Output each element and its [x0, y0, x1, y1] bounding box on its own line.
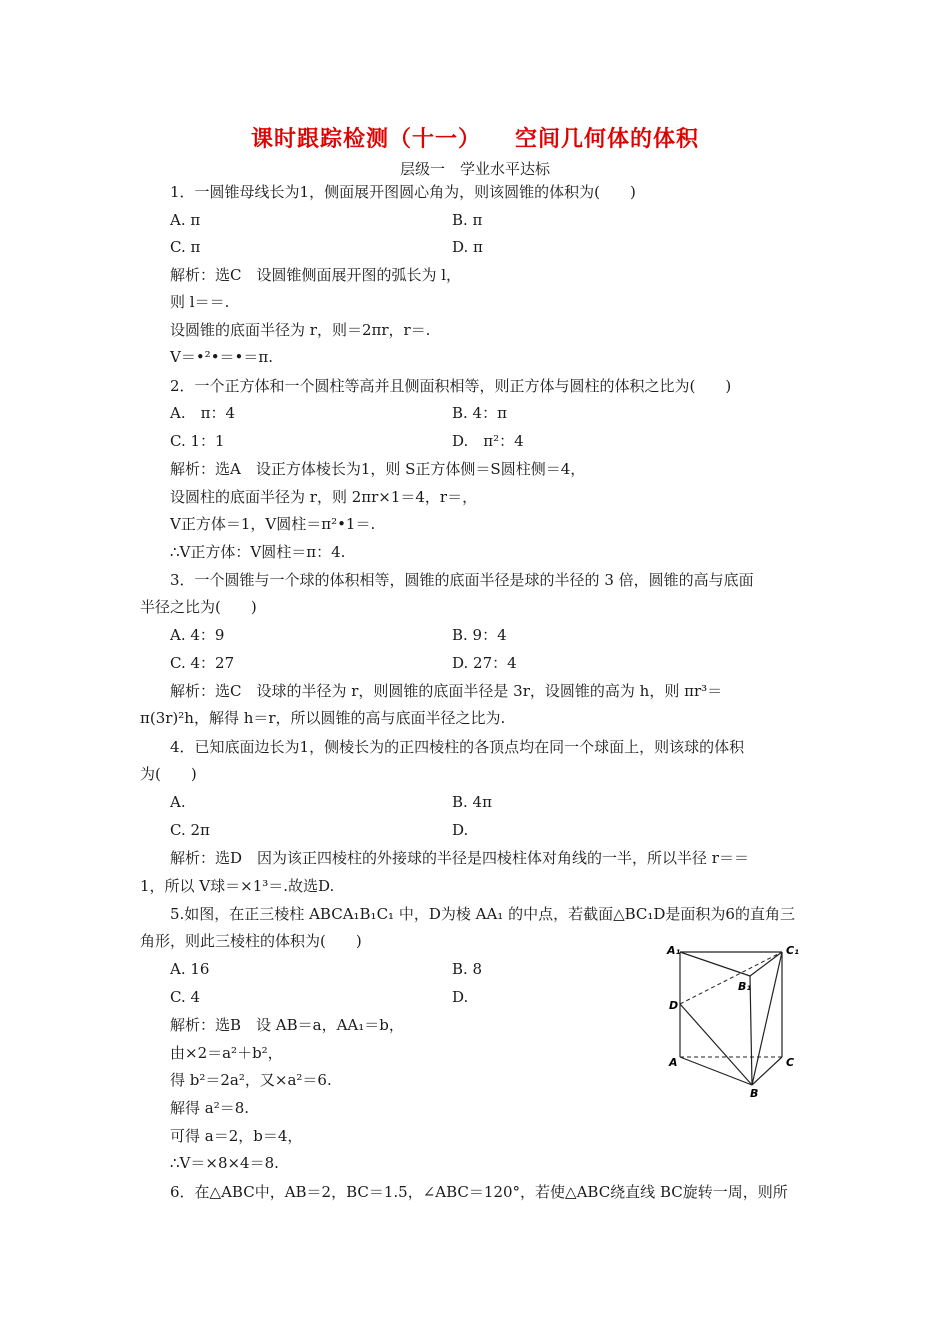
q1-option-c: C. π	[170, 238, 201, 256]
q3-option-b: B. 9：4	[452, 626, 507, 644]
page-subtitle: 层级一 学业水平达标	[399, 160, 550, 178]
page-title	[0, 122, 950, 153]
q4-option-b: B. 4π	[452, 793, 492, 811]
q5-option-c: C. 4	[170, 988, 201, 1006]
q1-option-b: B. π	[452, 211, 483, 229]
q2-option-a: A. π：4	[170, 404, 236, 422]
q2-solution-3: V正方体＝1，V圆柱＝π²•1＝.	[170, 515, 376, 533]
q1-solution-3: 设圆锥的底面半径为 r，则＝2πr，r＝.	[170, 321, 431, 339]
fig-label-c: C	[786, 1056, 795, 1069]
q4-option-a: A.	[170, 793, 186, 811]
title-part2: 空间几何体的体积	[515, 127, 700, 152]
q1-solution-4: V＝•²•＝•＝π.	[170, 348, 274, 366]
q5-option-b: B. 8	[452, 960, 483, 978]
q5-stem-2: 角形，则此三棱柱的体积为( )	[140, 932, 362, 950]
fig-label-b1: B₁	[738, 980, 752, 993]
q5-stem-1: 5.如图，在正三棱柱 ABCA₁B₁C₁ 中，D为棱 AA₁ 的中点，若截面△BC₁D是面积为6的直角三	[170, 905, 795, 923]
fig-label-d: D	[669, 999, 679, 1012]
q1-solution-2: 则 l＝＝.	[170, 293, 230, 311]
q2-option-b: B. 4：π	[452, 404, 507, 422]
q5-solution-5: 可得 a＝2，b＝4，	[170, 1127, 303, 1145]
q5-solution-2: 由×2＝a²＋b²，	[170, 1044, 283, 1062]
fig-label-c1: C₁	[786, 944, 799, 957]
q3-stem-1: 3．一个圆锥与一个球的体积相等，圆锥的底面半径是球的半径的 3 倍，圆锥的高与底面	[170, 571, 754, 589]
q2-option-c: C. 1：1	[170, 432, 225, 450]
q3-stem-2: 半径之比为( )	[140, 598, 257, 616]
q3-solution-1: 解析：选C 设球的半径为 r，则圆锥的底面半径是 3r，设圆锥的高为 h，则 πr³＝	[170, 682, 723, 700]
q6-stem: 6．在△ABC中，AB＝2，BC＝1.5，∠ABC＝120°，若使△ABC绕直线 BC旋转一周，则所	[170, 1183, 788, 1201]
q4-stem-2: 为( )	[140, 765, 197, 783]
q1-solution-1: 解析：选C 设圆锥侧面展开图的弧长为 l，	[170, 266, 462, 284]
q5-solution-3: 得 b²＝2a²，又×a²＝6.	[170, 1071, 332, 1089]
q2-solution-4: ∴V正方体：V圆柱＝π：4.	[170, 543, 346, 561]
q1-stem: 1．一圆锥母线长为1，侧面展开图圆心角为，则该圆锥的体积为( )	[170, 183, 636, 201]
q4-option-c: C. 2π	[170, 821, 210, 839]
q3-solution-2: π(3r)²h，解得 h＝r，所以圆锥的高与底面半径之比为.	[140, 709, 506, 727]
q5-option-a: A. 16	[170, 960, 210, 978]
q3-option-c: C. 4：27	[170, 654, 235, 672]
fig-label-a1: A₁	[667, 944, 681, 957]
q2-solution-1: 解析：选A 设正方体棱长为1，则 S正方体侧＝S圆柱侧＝4，	[170, 460, 586, 478]
q1-option-d: D. π	[452, 238, 483, 256]
fig-label-b: B	[750, 1087, 759, 1100]
q4-solution-1: 解析：选D 因为该正四棱柱的外接球的半径是四棱柱体对角线的一半，所以半径 r＝＝	[170, 849, 749, 867]
q3-option-d: D. 27：4	[452, 654, 517, 672]
fig-label-a: A	[669, 1056, 678, 1069]
title-part1: 课时跟踪检测（十一）	[250, 127, 481, 152]
q5-option-d: D.	[452, 988, 469, 1006]
q4-option-d: D.	[452, 821, 469, 839]
q2-stem: 2．一个正方体和一个圆柱等高并且侧面积相等，则正方体与圆柱的体积之比为( )	[170, 377, 732, 395]
q3-option-a: A. 4：9	[170, 626, 225, 644]
q5-solution-1: 解析：选B 设 AB＝a，AA₁＝b，	[170, 1016, 404, 1034]
q2-option-d: D. π²：4	[452, 432, 524, 450]
q4-solution-2: 1，所以 V球＝×1³＝.故选D.	[140, 877, 335, 895]
q5-solution-6: ∴V＝×8×4＝8.	[170, 1154, 279, 1172]
q1-option-a: A. π	[170, 211, 201, 229]
q2-solution-2: 设圆柱的底面半径为 r，则 2πr×1＝4，r＝，	[170, 488, 478, 506]
q4-stem-1: 4．已知底面边长为1，侧棱长为的正四棱柱的各顶点均在同一个球面上，则该球的体积	[170, 738, 745, 756]
prism-figure	[664, 940, 814, 1100]
q5-solution-4: 解得 a²＝8.	[170, 1099, 250, 1117]
